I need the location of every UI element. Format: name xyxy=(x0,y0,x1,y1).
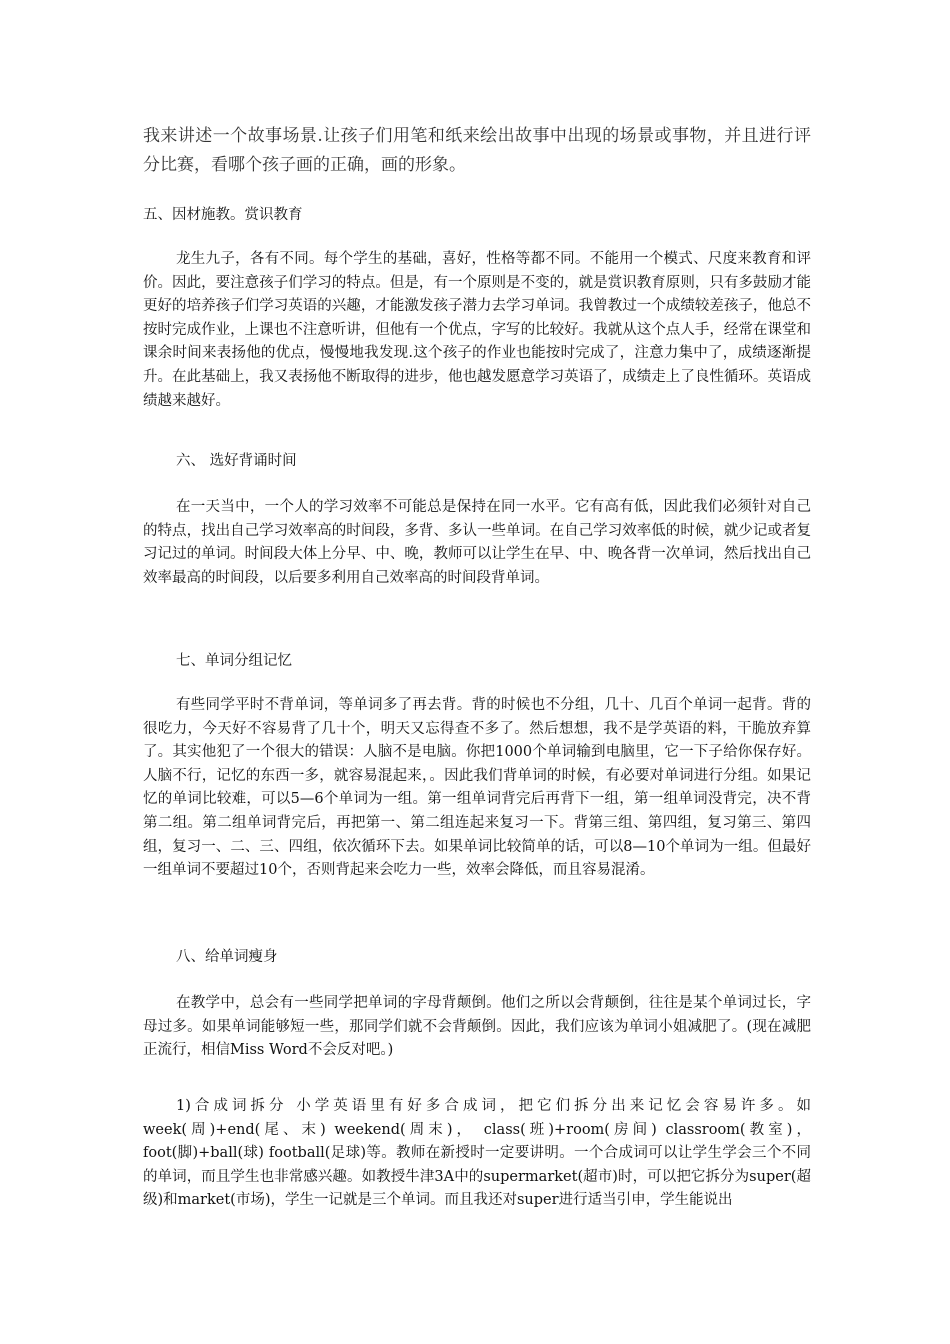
section-heading-8: 八、给单词瘦身 xyxy=(176,949,278,965)
section-paragraph-7: 有些同学平时不背单词，等单词多了再去背。背的时候也不分组，几十、几百个单词一起背。背的很吃力，今天好不容易背了几十个，明天又忘得查不多了。然后想想，我不是学英语的料，干脆放弃算了。其实他犯了一个很大的错误：人脑不是电脑。你把1000个单词输到电脑里，它一下子给你保存好。人脑不行，记忆的东西一多，就容易混起来，。因此我们背单词的时候，有必要对单词进行分组。如果记忆的单词比较难，可以5—6个单词为一组。第一组单词背完后再背下一组，第一组单词没背完，决不背第二组。第二组单词背完后，再把第一、第二组连起来复习一下。背第三组、第四组，复习第三、第四组，复习一、二、三、四组，依次循环下去。如果单词比较简单的话，可以8—10个单词为一组。但最好一组单词不要超过10个，否则背起来会吃力一些，效率会降低，而且容易混淆。 xyxy=(143,697,811,879)
section-paragraph-5: 龙生九子，各有不同。每个学生的基础，喜好，性格等都不同。不能用一个模式、尺度来教育和评价。因此，要注意孩子们学习的特点。但是，有一个原则是不变的，就是赏识教育原则，只有多鼓励才能更好的培养孩子们学习英语的兴趣，才能激发孩子潜力去学习单词。我曾教过一个成绩较差孩子，他总不按时完成作业，上课也不注意听讲，但他有一个优点，字写的比较好。我就从这个点人手，经常在课堂和课余时间来表扬他的优点，慢慢地我发现.这个孩子的作业也能按时完成了，注意力集中了，成绩逐渐提升。在此基础上，我又表扬他不断取得的进步，他也越发愿意学习英语了，成绩走上了良性循环。英语成绩越来越好。 xyxy=(143,251,811,409)
section-heading-5: 五、因材施教。赏识教育 xyxy=(143,207,303,223)
section-heading-6: 六、 选好背诵时间 xyxy=(176,453,297,469)
section-paragraph-6: 在一天当中，一个人的学习效率不可能总是保持在同一水平。它有高有低，因此我们必须针对自己的特点，找出自己学习效率高的时间段，多背、多认一些单词。在自己学习效率低的时候，就少记或者复习记过的单词。时间段大体上分早、中、晚，教师可以让学生在早、中、晚各背一次单词，然后找出自己效率最高的时间段，以后要多利用自己效率高的时间段背单词。 xyxy=(143,499,811,586)
section-paragraph-8: 在教学中，总会有一些同学把单词的字母背颠倒。他们之所以会背颠倒，往往是某个单词过长，字母过多。如果单词能够短一些，那同学们就不会背颠倒。因此，我们应该为单词小姐减肥了。(现在减肥正流行，相信Miss Word不会反对吧。) xyxy=(143,995,811,1059)
intro-paragraph: 我来讲述一个故事场景.让孩子们用笔和纸来绘出故事中出现的场景或事物，并且进行评分比赛，看哪个孩子画的正确，画的形象。 xyxy=(143,126,811,175)
closing-paragraph: 1)合成词拆分 小学英语里有好多合成词，把它们拆分出来记忆会容易许多。如week(周)+end(尾、末) weekend(周末)， class(班)+room(房间) classroom(教室)， foot(脚)+ball(球) football(足球)等。教师在新授时一定要讲明。一个合成词可以让学生学会三个不同的单词，而且学生也非常感兴趣。如教授牛津3A中的supermarket(超市)时，可以把它拆分为super(超级)和market(市场)，学生一记就是三个单词。而且我还对super进行适当引申，学生能说出 xyxy=(143,1098,811,1209)
section-heading-7: 七、单词分组记忆 xyxy=(176,653,292,669)
